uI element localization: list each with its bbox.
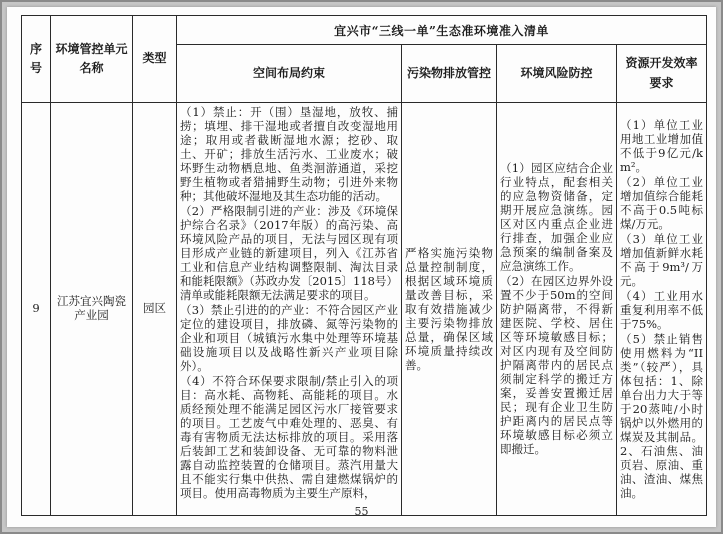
cell-spatial-layout-constraints [177,103,402,516]
paragraph: （3）单位工业增加值新鲜水耗不高于9m³/万元。 [620,231,703,288]
cell-environmental-risk-prevention [497,103,617,516]
paragraph: （1）园区应结合企业行业特点，配套相关的应急物资储备，定期开展应急演练。园区对区内重点企业进行排查，加强企业应急预案的编制备案及应急演练工作。 [500,161,613,273]
column-header-type: 类型 [133,16,177,103]
cell-seq-number: 9 [22,103,51,516]
paragraph: 严格实施污染物总量控制制度，根据区域环境质量改善目标，采取有效措施减少主要污染物排放总量，确保区域环境质量持续改善。 [405,245,493,372]
paragraph: （5）禁止销售使用燃料为“II类”（较严），具体包括：1、除单台出力大于等于20蒸吨/小时锅炉以外燃用的煤炭及其制品。2、石油焦、油页岩、原油、重油、渣油、煤焦油。 [620,331,703,500]
table-row [22,103,707,516]
paragraph: （2）单位工业增加值综合能耗不高于0.5吨标煤/万元。 [620,174,703,231]
page-number: 55 [354,505,369,518]
paragraph: （2）在园区边界外设置不少于50m的空间防护隔离带，不得新建医院、学校、居住区等环境敏感目标；对区内现有及空间防护隔离带内的居民点须制定科学的搬迁方案，妥善安置搬迁居民；现有企业卫生防护距离内的居民点等环境敏感目标必须立即搬迁。 [500,274,613,456]
column-header-risk-prevention: 环境风险防控 [497,45,617,103]
table-title: 宜兴市“三线一单”生态准环境准入清单 [177,16,707,45]
column-header-pollutant-control: 污染物排放管控 [402,45,497,103]
column-header-unit-name: 环境管控单元名称 [51,16,133,103]
cell-unit-name: 江苏宜兴陶瓷产业园 [51,103,133,516]
document-page [7,7,716,527]
paragraph: （1）单位工业用地工业增加值不低于9亿元/km²。 [620,117,703,174]
paragraph: （4）不符合环保要求限制/禁止引入的项目：高水耗、高物耗、高能耗的项目。水质经预处理不能满足园区污水厂接管要求的项目。工艺废气中难处理的、恶臭、有毒有害物质无法达标排放的项目。采用落后装卸工艺和装卸设备、无可靠的物料泄露自动监控装置的仓储项目。蒸汽用量大且不能实行集中供热、需自建燃煤锅炉的项目。使用高毒物质为主要生产原料， [180,374,398,500]
paragraph: （3）禁止引进的的产业：不符合园区产业定位的建设项目，排放磷、氮等污染物的企业和项目（城镇污水集中处理等环境基础设施项目以及战略性新兴产业项目除外）。 [180,303,398,373]
cell-unit-type: 园区 [133,103,177,516]
column-header-resource-efficiency: 资源开发效率要求 [617,45,707,103]
column-header-seq: 序号 [22,16,51,103]
cell-pollutant-emission-control [402,103,497,516]
access-list-table [21,15,707,516]
paragraph: （4）工业用水重复利用率不低于75%。 [620,288,703,331]
cell-resource-development-efficiency [617,103,707,516]
paragraph: （2）严格限制引进的产业：涉及《环境保护综合名录》（2017年版）的高污染、高环境风险产品的项目，无法与园区现有项目形成产业链的新建项目，列入《江苏省工业和信息产业结构调整限制、淘汰目录和能耗限额》（苏政办发〔2015〕118号）清单或能耗限额无法满足要求的项目。 [180,204,398,302]
column-header-spatial-layout: 空间布局约束 [177,45,402,103]
paragraph: （1）禁止：开（围）垦湿地，放牧、捕捞；填埋、排干湿地或者擅自改变湿地用途；取用或者截断湿地水源；挖砂、取土、开矿；排放生活污水、工业废水；破坏野生动物栖息地、鱼类洄游通道，采挖野生植物或者猎捕野生动物；引进外来物种；其他破坏湿地及其生态功能的活动。 [180,105,398,203]
